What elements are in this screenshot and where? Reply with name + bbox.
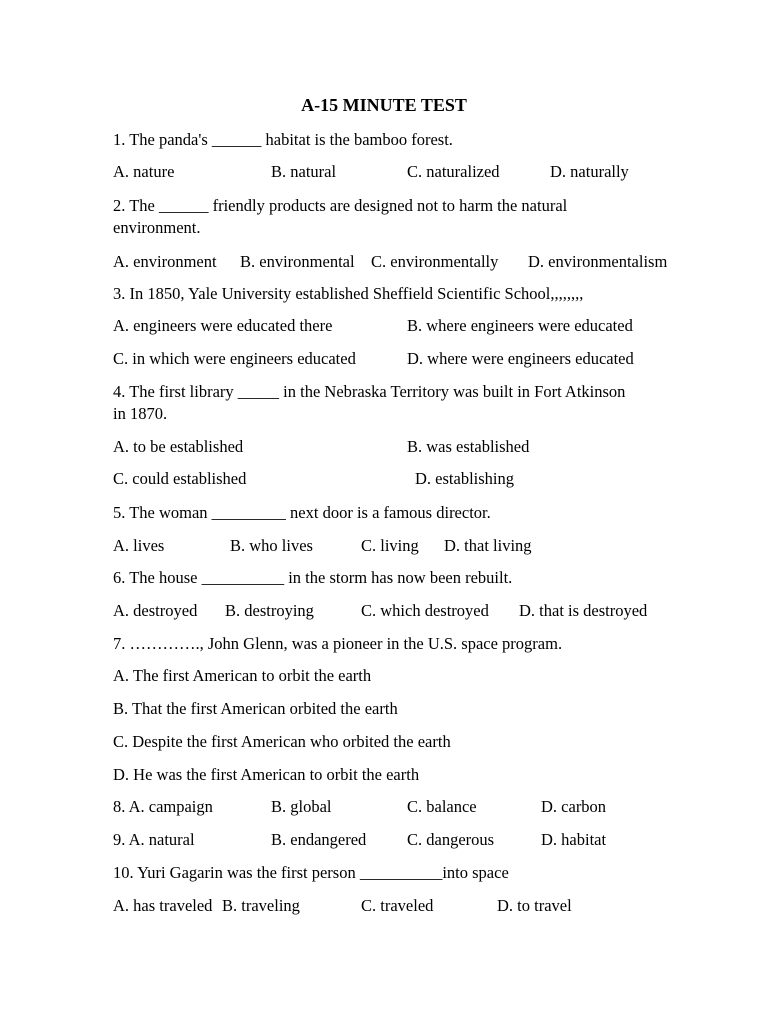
question-4-option-b: B. was established <box>407 437 530 456</box>
question-2-option-b: B. environmental <box>240 252 355 271</box>
question-8-option-b: B. global <box>271 797 332 816</box>
question-4-stem-line-2: in 1870. <box>113 404 168 423</box>
question-5-option-c: C. living <box>361 536 419 555</box>
question-5-option-d: D. that living <box>444 536 532 555</box>
question-4-option-a: A. to be established <box>113 437 244 456</box>
question-6-option-c: C. which destroyed <box>361 601 489 620</box>
question-3-option-b: B. where engineers were educated <box>407 316 633 335</box>
question-10-option-a: A. has traveled <box>113 896 213 915</box>
question-2-option-a: A. environment <box>113 252 217 271</box>
question-7-option-c: C. Despite the first American who orbited the earth <box>113 732 451 751</box>
question-8-option-a: 8. A. campaign <box>113 797 213 816</box>
question-8-option-c: C. balance <box>407 797 477 816</box>
question-7-option-a: A. The first American to orbit the earth <box>113 666 372 685</box>
question-2-stem-line-1: 2. The ______ friendly products are designed not to harm the natural <box>113 196 568 215</box>
question-3-option-a: A. engineers were educated there <box>113 316 333 335</box>
question-2-option-d: D. environmentalism <box>528 252 668 271</box>
question-5-option-b: B. who lives <box>230 536 313 555</box>
question-4-option-d: D. establishing <box>415 469 514 488</box>
question-6-option-d: D. that is destroyed <box>519 601 648 620</box>
question-1-option-d: D. naturally <box>550 162 629 181</box>
question-6-option-a: A. destroyed <box>113 601 198 620</box>
question-10-option-c: C. traveled <box>361 896 434 915</box>
question-1-option-b: B. natural <box>271 162 337 181</box>
question-10-stem: 10. Yuri Gagarin was the first person __________into space <box>113 863 509 882</box>
question-1-option-a: A. nature <box>113 162 175 181</box>
question-3-option-c: C. in which were engineers educated <box>113 349 356 368</box>
question-3-stem: 3. In 1850, Yale University established Sheffield Scientific School,,,,,,,, <box>113 284 584 303</box>
question-6-stem: 6. The house __________ in the storm has now been rebuilt. <box>113 568 513 587</box>
question-7-option-b: B. That the first American orbited the earth <box>113 699 398 718</box>
question-7-stem: 7. …………., John Glenn, was a pioneer in the U.S. space program. <box>113 634 563 653</box>
question-9-option-d: D. habitat <box>541 830 607 849</box>
question-4-option-c: C. could established <box>113 469 247 488</box>
question-9-option-c: C. dangerous <box>407 830 495 849</box>
question-7-option-d: D. He was the first American to orbit the earth <box>113 765 420 784</box>
question-9-option-b: B. endangered <box>271 830 367 849</box>
question-6-option-b: B. destroying <box>225 601 314 620</box>
question-4-stem-line-1: 4. The first library _____ in the Nebraska Territory was built in Fort Atkinson <box>113 382 626 401</box>
question-8-option-d: D. carbon <box>541 797 607 816</box>
question-1-option-c: C. naturalized <box>407 162 500 181</box>
question-2-option-c: C. environmentally <box>371 252 499 271</box>
question-10-option-d: D. to travel <box>497 896 572 915</box>
question-10-option-b: B. traveling <box>222 896 300 915</box>
question-5-stem: 5. The woman _________ next door is a famous director. <box>113 503 491 522</box>
page-title: A-15 MINUTE TEST <box>301 95 467 115</box>
question-5-option-a: A. lives <box>113 536 165 555</box>
question-2-stem-line-2: environment. <box>113 218 201 237</box>
question-9-option-a: 9. A. natural <box>113 830 195 849</box>
question-3-option-d: D. where were engineers educated <box>407 349 634 368</box>
question-1-stem: 1. The panda's ______ habitat is the bamboo forest. <box>113 130 453 149</box>
